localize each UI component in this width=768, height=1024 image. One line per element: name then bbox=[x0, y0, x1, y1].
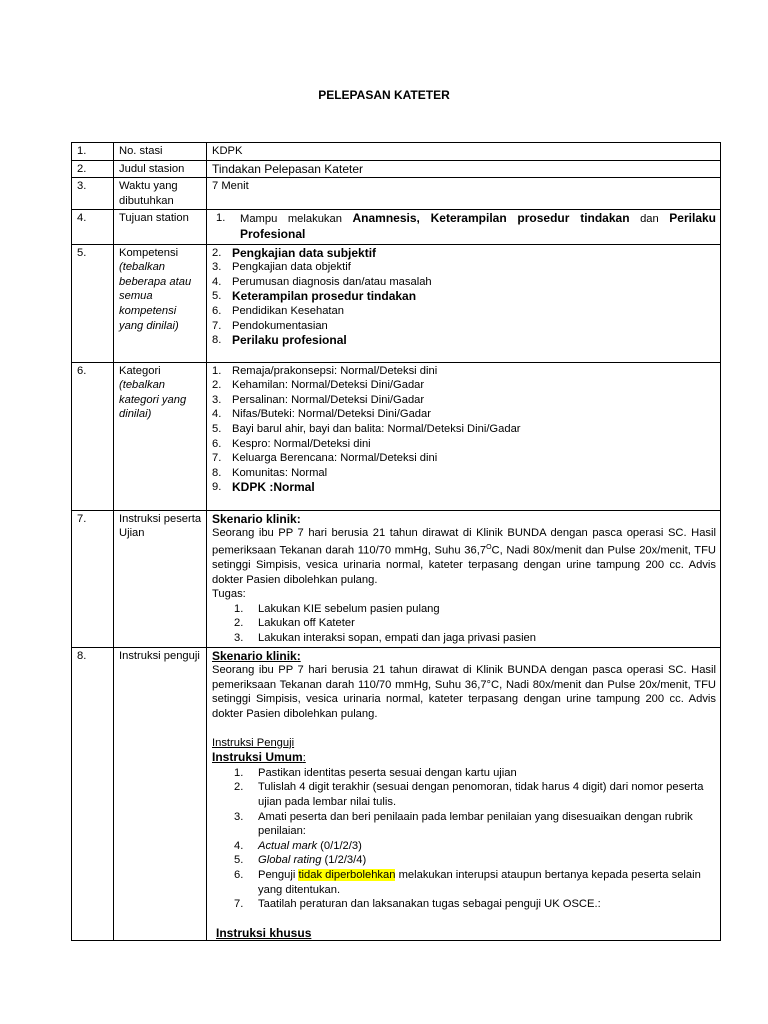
list-text: Pengkajian data subjektif bbox=[232, 245, 377, 260]
list-text bbox=[258, 868, 716, 897]
list-text: Pengkajian data objektif bbox=[232, 261, 351, 274]
list-number: 6. bbox=[212, 437, 222, 450]
list-item bbox=[212, 631, 716, 646]
row-number: 4. bbox=[72, 210, 114, 244]
list-item bbox=[212, 853, 716, 868]
list-number: 3. bbox=[212, 393, 222, 406]
row-value bbox=[207, 510, 721, 647]
list-item bbox=[212, 393, 716, 408]
table-row bbox=[72, 210, 721, 244]
list-item bbox=[212, 364, 716, 379]
list-text: Keterampilan prosedur tindakan bbox=[232, 289, 417, 304]
list-number: 7. bbox=[212, 452, 222, 465]
list-item bbox=[212, 289, 716, 304]
list-item bbox=[212, 839, 716, 854]
list-text: Persalinan: Normal/Deteksi Dini/Gadar bbox=[232, 393, 425, 406]
list-item bbox=[212, 480, 716, 495]
station-table bbox=[71, 142, 721, 941]
text-segment-bold: Anamnesis, Keterampilan prosedur tindakan bbox=[352, 211, 630, 226]
row-value bbox=[207, 210, 721, 244]
list-number: 2. bbox=[212, 379, 222, 392]
list-number: 1. bbox=[234, 766, 244, 779]
list-number: 5. bbox=[212, 422, 222, 435]
scenario-text bbox=[212, 526, 716, 587]
list-text: Perumusan diagnosis dan/atau masalah bbox=[232, 275, 432, 288]
table-row bbox=[72, 143, 721, 161]
table-row bbox=[72, 647, 721, 941]
superscript: O bbox=[486, 543, 492, 551]
list-text: Lakukan interaksi sopan, empati dan jaga privasi pasien bbox=[258, 632, 536, 645]
list-text: Kehamilan: Normal/Deteksi Dini/Gadar bbox=[232, 379, 425, 392]
list-item bbox=[212, 810, 716, 839]
list-number: 4. bbox=[234, 839, 244, 852]
row-label: Waktu yang dibutuhkan bbox=[114, 178, 207, 210]
text-segment: dan bbox=[629, 213, 670, 226]
instruksi-umum-heading bbox=[212, 750, 716, 766]
list-text: Pendidikan Kesehatan bbox=[232, 304, 344, 317]
list-text: Amati peserta dan beri penilaain pada lembar penilaian yang disesuaikan dengan rubrik penilaian: bbox=[258, 810, 693, 838]
row-value bbox=[207, 244, 721, 362]
row-number: 2. bbox=[72, 160, 114, 178]
list-text: Nifas/Buteki: Normal/Deteksi Dini/Gadar bbox=[232, 408, 431, 421]
row-number: 7. bbox=[72, 510, 114, 647]
text-segment: Mampu melakukan bbox=[240, 213, 353, 226]
text-segment-bold: Perilaku Profesional bbox=[240, 211, 716, 241]
text-segment: (0/1/2/3) bbox=[317, 839, 362, 852]
list-number: 9. bbox=[212, 481, 222, 494]
row-label: Instruksi peserta Ujian bbox=[114, 510, 207, 647]
text-segment-italic: Global rating bbox=[258, 854, 322, 867]
list-number: 3. bbox=[234, 810, 244, 823]
row-number: 6. bbox=[72, 362, 114, 510]
list-number: 7. bbox=[212, 319, 222, 332]
highlighted-text: tidak diperbolehkan bbox=[298, 868, 396, 881]
text-segment: : bbox=[302, 752, 306, 765]
row-label bbox=[114, 362, 207, 510]
category-list bbox=[212, 364, 716, 495]
list-text bbox=[258, 853, 716, 868]
list-text: KDPK :Normal bbox=[232, 480, 315, 495]
list-number: 6. bbox=[212, 304, 222, 317]
row-number: 5. bbox=[72, 244, 114, 362]
list-item bbox=[212, 422, 716, 437]
text-segment: (1/2/3/4) bbox=[321, 854, 367, 867]
list-number: 3. bbox=[234, 632, 244, 645]
page-title: PELEPASAN KATETER bbox=[318, 88, 450, 102]
list-item bbox=[212, 897, 716, 912]
list-text: Keluarga Berencana: Normal/Deteksi dini bbox=[232, 452, 438, 465]
label-text: Kompetensi bbox=[119, 246, 179, 259]
list-number: 4. bbox=[212, 408, 222, 421]
table-row bbox=[72, 244, 721, 362]
table-row bbox=[72, 160, 721, 178]
row-value: 7 Menit bbox=[207, 178, 721, 210]
row-label: No. stasi bbox=[114, 143, 207, 161]
list-item bbox=[212, 780, 716, 809]
list-text: Remaja/prakonsepsi: Normal/Deteksi dini bbox=[232, 364, 438, 377]
list-text: Tulislah 4 digit terakhir (sesuai dengan penomoran, tidak harus 4 digit) dari nomor peserta ujian pada lembar nilai tulis. bbox=[258, 781, 704, 808]
list-text: Perilaku profesional bbox=[232, 333, 347, 348]
list-item bbox=[212, 451, 716, 466]
list-item bbox=[212, 304, 716, 319]
task-list bbox=[212, 602, 716, 646]
row-value bbox=[207, 647, 721, 941]
list-item bbox=[212, 766, 716, 781]
scenario-heading: Skenario klinik: bbox=[212, 511, 301, 526]
list-text: Lakukan KIE sebelum pasien pulang bbox=[258, 602, 440, 615]
list-number: 1. bbox=[216, 212, 226, 225]
list-number: 7. bbox=[234, 898, 244, 911]
text-segment-bold: Instruksi Umum bbox=[212, 750, 303, 765]
list-item bbox=[212, 211, 716, 242]
list-item bbox=[212, 466, 716, 481]
row-number: 3. bbox=[72, 178, 114, 210]
list-text bbox=[258, 839, 716, 854]
list-text: Bayi barul ahir, bayi dan balita: Normal/Deteksi Dini/Gadar bbox=[232, 422, 521, 435]
list-item bbox=[212, 333, 716, 348]
list-text: Taatilah peraturan dan laksanakan tugas sebagai penguji UK OSCE.: bbox=[258, 898, 601, 911]
general-instruction-list-cont bbox=[212, 839, 716, 912]
list-number: 2. bbox=[212, 246, 222, 259]
row-value: Tindakan Pelepasan Kateter bbox=[207, 160, 721, 178]
table-row bbox=[72, 362, 721, 510]
list-item bbox=[212, 378, 716, 393]
list-number: 3. bbox=[212, 261, 222, 274]
row-value: KDPK bbox=[207, 143, 721, 161]
list-item bbox=[212, 260, 716, 275]
text-segment: melakukan interupsi ataupun bertanya kepada peserta selain yang ditentukan. bbox=[258, 868, 701, 896]
list-number: 2. bbox=[234, 781, 244, 794]
list-item bbox=[212, 407, 716, 422]
row-number: 1. bbox=[72, 143, 114, 161]
text-segment-italic: Actual mark bbox=[258, 839, 318, 852]
table-row bbox=[72, 510, 721, 647]
instruksi-khusus-heading: Instruksi khusus bbox=[216, 925, 312, 940]
scenario-heading: Skenario klinik: bbox=[212, 648, 301, 663]
list-item bbox=[212, 246, 716, 261]
list-number: 6. bbox=[234, 868, 244, 881]
list-item bbox=[212, 437, 716, 452]
list-item bbox=[212, 275, 716, 290]
list-number: 2. bbox=[234, 617, 244, 630]
table-row bbox=[72, 178, 721, 210]
list-text: Lakukan off Kateter bbox=[258, 617, 355, 630]
text-segment: Penguji bbox=[258, 868, 299, 881]
list-text bbox=[240, 211, 716, 242]
list-item bbox=[212, 616, 716, 631]
scenario-text: Seorang ibu PP 7 hari berusia 21 tahun dirawat di Klinik BUNDA dengan pasca operasi SC. Hasil pemeriksaan Tekanan darah 110/70 mmHg, Suhu 36,7°C, Nadi 80x/menit dan Pulse 20x/menit, TFU setinggi Simpisis, vesica urinaria normal, kateter terpasang dengan urine tampung 200 cc. Advis dokter Pasien dibolehkan pulang. bbox=[212, 664, 716, 721]
list-number: 1. bbox=[212, 364, 222, 377]
list-text: Kespro: Normal/Deteksi dini bbox=[232, 437, 371, 450]
list-item bbox=[212, 602, 716, 617]
list-text: Pendokumentasian bbox=[232, 319, 328, 332]
instruksi-penguji-heading: Instruksi Penguji bbox=[212, 736, 295, 749]
list-item bbox=[212, 868, 716, 897]
list-number: 1. bbox=[234, 602, 244, 615]
list-text: Komunitas: Normal bbox=[232, 466, 328, 479]
list-number: 5. bbox=[234, 854, 244, 867]
row-value bbox=[207, 362, 721, 510]
list-number: 4. bbox=[212, 275, 222, 288]
list-number: 8. bbox=[212, 334, 222, 347]
competency-list bbox=[212, 246, 716, 348]
text-segment: Seorang ibu PP 7 hari berusia 21 tahun dirawat di Klinik BUNDA dengan pasca operasi SC. Hasil pemeriksaan Tekanan darah 110/70 mmHg, Suhu 36,7 bbox=[212, 527, 716, 557]
list-number: 8. bbox=[212, 466, 222, 479]
row-label: Tujuan station bbox=[114, 210, 207, 244]
text-segment: C, Nadi 80x/menit dan Pulse 20x/menit, TFU setinggi Simpisis, vesica urinaria normal, kateter terpasang dengan urine tampung 200 cc. Advis dokter Pasien dibolehkan pulang. bbox=[212, 544, 717, 586]
general-instruction-list bbox=[212, 766, 716, 839]
label-text: Kategori bbox=[119, 364, 161, 377]
list-text: Pastikan identitas peserta sesuai dengan kartu ujian bbox=[258, 766, 517, 779]
tugas-label: Tugas: bbox=[212, 588, 246, 601]
row-number: 8. bbox=[72, 647, 114, 941]
row-label: Judul stasion bbox=[114, 160, 207, 178]
list-item bbox=[212, 319, 716, 334]
list-number: 5. bbox=[212, 290, 222, 303]
label-note: (tebalkan kategori yang dinilai) bbox=[119, 379, 187, 421]
label-note: (tebalkan beberapa atau semua kompetensi yang dinilai) bbox=[119, 261, 192, 332]
row-label bbox=[114, 244, 207, 362]
row-label: Instruksi penguji bbox=[114, 647, 207, 941]
